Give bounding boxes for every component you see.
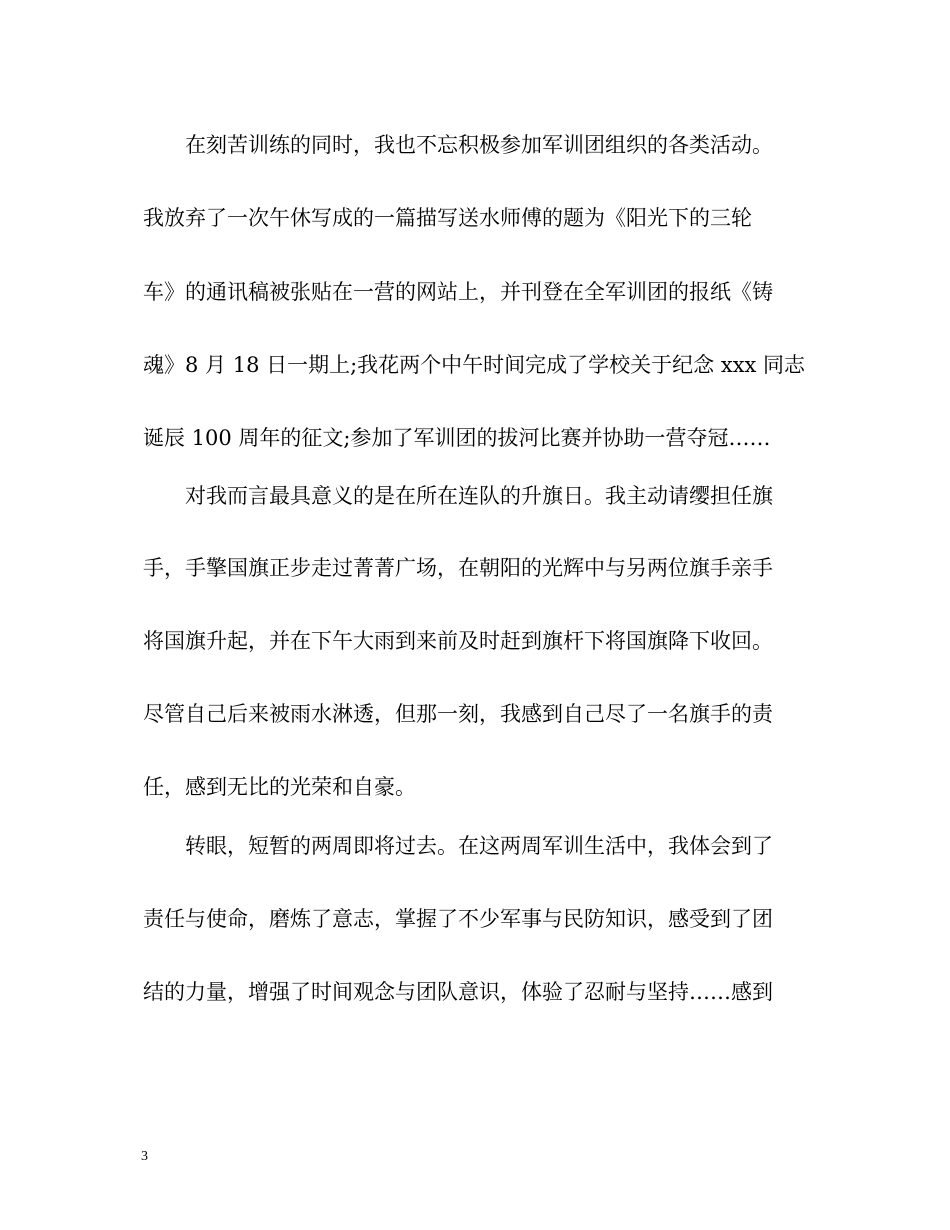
paragraph-line: 我放弃了一次午休写成的一篇描写送水师傅的题为《阳光下的三轮	[143, 206, 752, 230]
paragraph-line: 魂》8 月 18 日一期上;我花两个中午时间完成了学校关于纪念 xxx 同志	[143, 353, 806, 377]
paragraph-line: 转眼，短暂的两周即将过去。在这两周军训生活中，我体会到了	[185, 834, 773, 858]
paragraph-line: 手，手擎国旗正步走过菁菁广场，在朝阳的光辉中与另两位旗手亲手	[143, 556, 773, 580]
paragraph-line: 诞辰 100 周年的征文;参加了军训团的拔河比赛并协助一营夺冠……	[143, 426, 771, 450]
paragraph-line: 尽管自己后来被雨水淋透，但那一刻，我感到自己尽了一名旗手的责	[143, 702, 773, 726]
paragraph-line: 任，感到无比的光荣和自豪。	[143, 775, 416, 799]
paragraph-line: 车》的通讯稿被张贴在一营的网站上，并刊登在全军训团的报纸《铸	[143, 280, 773, 304]
page-number: 3	[141, 1149, 148, 1164]
paragraph-line: 责任与使命，磨炼了意志，掌握了不少军事与民防知识，感受到了团	[143, 907, 773, 931]
paragraph-line: 将国旗升起，并在下午大雨到来前及时赶到旗杆下将国旗降下收回。	[143, 629, 773, 653]
paragraph-line: 结的力量，增强了时间观念与团队意识，体验了忍耐与坚持……感到	[143, 980, 773, 1004]
paragraph-line: 对我而言最具意义的是在所在连队的升旗日。我主动请缨担任旗	[185, 484, 773, 508]
paragraph-line: 在刻苦训练的同时，我也不忘积极参加军训团组织的各类活动。	[185, 133, 773, 157]
